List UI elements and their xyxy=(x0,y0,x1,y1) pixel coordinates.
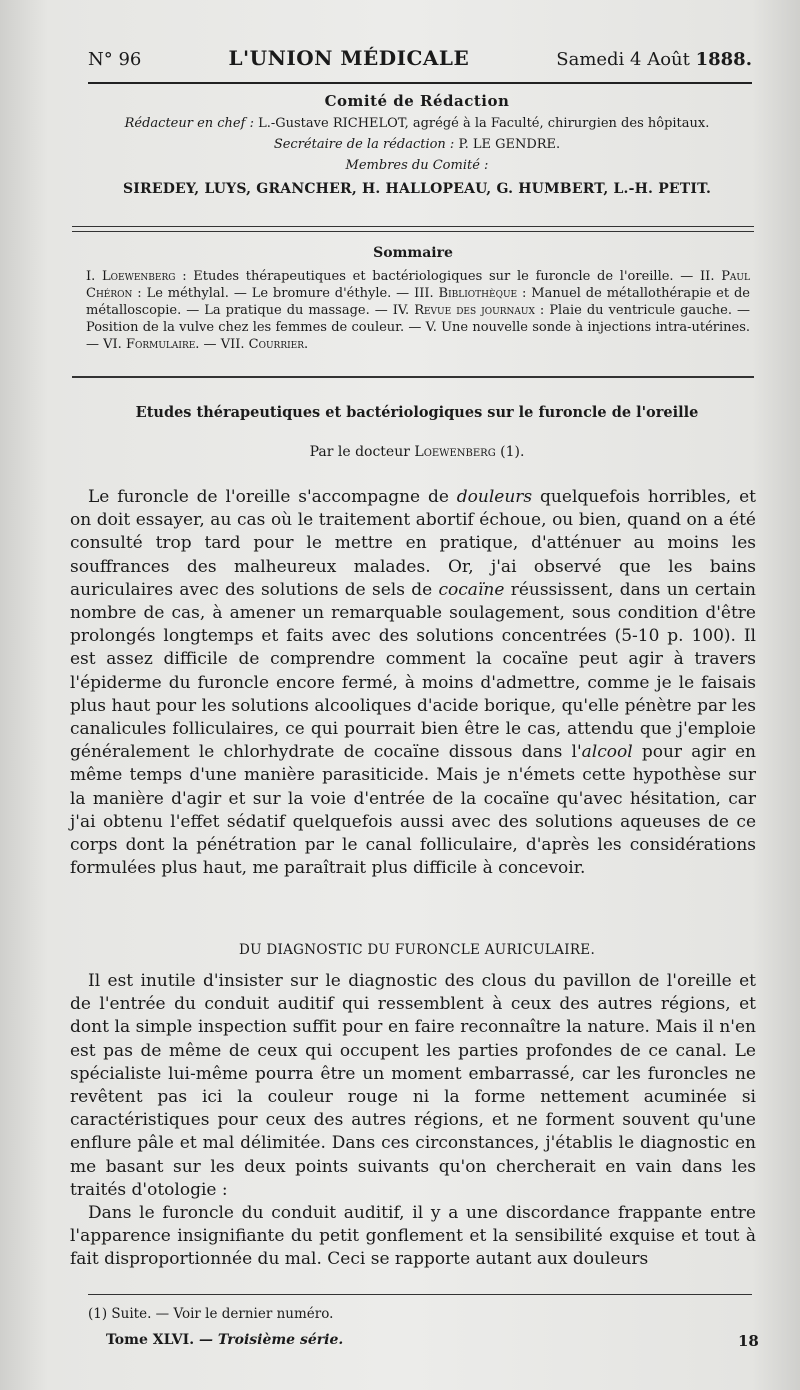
sommaire-list xyxy=(86,268,750,353)
article-body-part2 xyxy=(70,970,756,1272)
text-run: réussissent, dans un certain nombre de cas, à amener un remarquable soulagement, sous condition d'être prolongés longtemps et faits avec des solutions concentrées (5-10 p. 100). Il est assez difficile de comprendre comment la cocaïne peut agir à travers l'épiderme du furoncle encore fermé, à moins d'admettre, comme je le faisais plus haut pour les solutions alcooliques d'acide borique, qu'elle pénètre par les canalicules folliculaires, ce qui pourrait bien être le cas, attendu que j'emploie généralement le chlorhydrate de cocaïne dissous dans l' xyxy=(70,579,756,763)
sommaire-item-number: II. xyxy=(700,269,722,284)
footnote: (1) Suite. — Voir le dernier numéro. xyxy=(88,1306,334,1322)
chief-editor-line xyxy=(72,116,762,131)
byline-author: Loewenberg xyxy=(414,444,496,460)
footnote-divider xyxy=(88,1294,752,1295)
issue-year: 1888. xyxy=(695,49,752,70)
text-run: pour agir en même temps d'une manière parasiticide. Mais je n'émets cette hypothèse sur la manière d'agir et sur la voie d'entrée de la cocaïne qu'avec hésitation, car j'ai obtenu l'effet sédatif quelquefois aussi avec des solutions aqueuses de ce corps dont la pénétration par le canal folliculaire, d'après les considérations formulées plus haut, me paraîtrait plus difficile à concevoir. xyxy=(70,742,756,879)
secretary-label: Secrétaire de la rédaction : xyxy=(273,137,455,152)
sommaire-item-text: Une nouvelle sonde à injections intra-utérines. — xyxy=(86,320,751,352)
page-number: 18 xyxy=(738,1332,759,1350)
paragraph xyxy=(70,486,756,880)
tome-label: Tome XLVI. xyxy=(106,1332,195,1348)
sommaire-item xyxy=(103,337,221,352)
committee-title: Comité de Rédaction xyxy=(324,92,510,110)
byline-prefix: Par le docteur xyxy=(309,444,410,460)
sommaire-item-text: : Plaie du ventricule gauche. — Position de la vulve chez les femmes de couleur. — xyxy=(86,303,751,335)
page-header xyxy=(88,46,752,84)
sommaire-item-number: VI. xyxy=(103,337,126,352)
members-label: Membres du Comité : xyxy=(345,158,489,173)
divider xyxy=(72,226,754,232)
byline-note: (1). xyxy=(500,444,525,460)
sommaire-title: Sommaire xyxy=(373,245,453,261)
sommaire-item-author: Bibliothèque xyxy=(438,286,518,301)
sommaire-item-author: Formulaire xyxy=(125,337,196,352)
secretary-name: P. LE GENDRE. xyxy=(458,137,561,152)
sommaire-item-text: : Manuel de métallothérapie et de métalloscopie. — La pratique du massage. — xyxy=(86,286,750,318)
issue-date-day: Samedi 4 Août xyxy=(556,49,690,70)
sommaire-item xyxy=(86,269,700,284)
sommaire-item-number: III. xyxy=(414,286,439,301)
secretary-line xyxy=(72,137,762,152)
journal-title: L'UNION MÉDICALE xyxy=(228,46,470,70)
sommaire-item-author: Paul Chéron xyxy=(86,269,750,301)
paragraph: Il est inutile d'insister sur le diagnostic des clous du pavillon de l'oreille et de l'entrée du conduit auditif qui ressemblent à ceux des autres régions, et dont la simple inspection suffit pour en faire reconnaître la nature. Mais il n'en est pas de même de ceux qui occupent les parties profondes de ce canal. Le spécialiste lui-même pourra être un moment embarrassé, car les furoncles ne revêtent pas ici la couleur rouge ni la forme nettement acuminée si caractéristiques pour ceux des autres régions, et ne forment souvent qu'une enflure pâle et mal délimitée. Dans ces circonstances, j'établis le diagnostic en me basant sur les deux points suivants qu'on chercherait en vain dans les traités d'otologie : xyxy=(70,971,756,1200)
text-run-italic: alcool xyxy=(581,742,633,763)
text-run-italic: douleurs xyxy=(456,487,533,507)
text-run-italic: cocaïne xyxy=(438,579,505,600)
sommaire-item-author: Loewenberg xyxy=(102,269,176,284)
sommaire-item-author: Revue des journaux xyxy=(414,303,535,318)
section-heading: DU DIAGNOSTIC DU FURONCLE AURICULAIRE. xyxy=(238,942,596,958)
editorial-committee xyxy=(72,92,762,197)
sommaire-item-number: IV. xyxy=(392,303,415,318)
series-label: — Troisième série. xyxy=(198,1332,344,1348)
issue-date xyxy=(556,49,752,70)
sommaire-item-text: : Le méthylal. — Le bromure d'éthyle. — xyxy=(132,286,415,301)
sommaire-item-number: I. xyxy=(86,269,103,284)
chief-name: L.-Gustave RICHELOT, agrégé à la Faculté, chirurgien des hôpitaux. xyxy=(258,116,710,131)
article-byline xyxy=(72,444,762,460)
paragraph: Dans le furoncle du conduit auditif, il y a une discordance frappante entre l'apparence insignifiante du petit gonflement et la sensibilité exquise et tout à fait disproportionnée du mal. Ceci se rapporte autant aux douleurs xyxy=(70,1203,756,1270)
sommaire-item-author: Courrier xyxy=(248,337,305,352)
committee-members: SIREDEY, LUYS, GRANCHER, H. HALLOPEAU, G. HUMBERT, L.-H. PETIT. xyxy=(122,181,712,197)
sommaire-item xyxy=(221,337,308,352)
text-run: quelquefois horribles, et on doit essayer, au cas où le traitement abortif échoue, ou bien, quand on a été consulté trop tard pour le mettre en pratique, d'atténuer au moins les souffrances des malheureux malades. Or, j'ai observé que les bains auriculaires avec des solutions de sels de xyxy=(70,487,756,600)
sommaire-item-number: VII. xyxy=(220,337,249,352)
sommaire-item-number: V. xyxy=(425,320,442,335)
chief-label: Rédacteur en chef : xyxy=(124,116,254,131)
divider xyxy=(72,376,754,378)
sommaire-item-text: . — xyxy=(195,337,221,352)
issue-number: N° 96 xyxy=(88,49,142,70)
text-run: Le furoncle de l'oreille s'accompagne de xyxy=(88,487,457,507)
page-footer xyxy=(106,1332,676,1348)
sommaire-item-text: . xyxy=(304,337,309,352)
sommaire-item-text: : Etudes thérapeutiques et bactériologiques sur le furoncle de l'oreille. — xyxy=(175,269,701,284)
article-title: Etudes thérapeutiques et bactériologiques sur le furoncle de l'oreille xyxy=(135,404,699,421)
article-body-part1 xyxy=(70,486,756,880)
